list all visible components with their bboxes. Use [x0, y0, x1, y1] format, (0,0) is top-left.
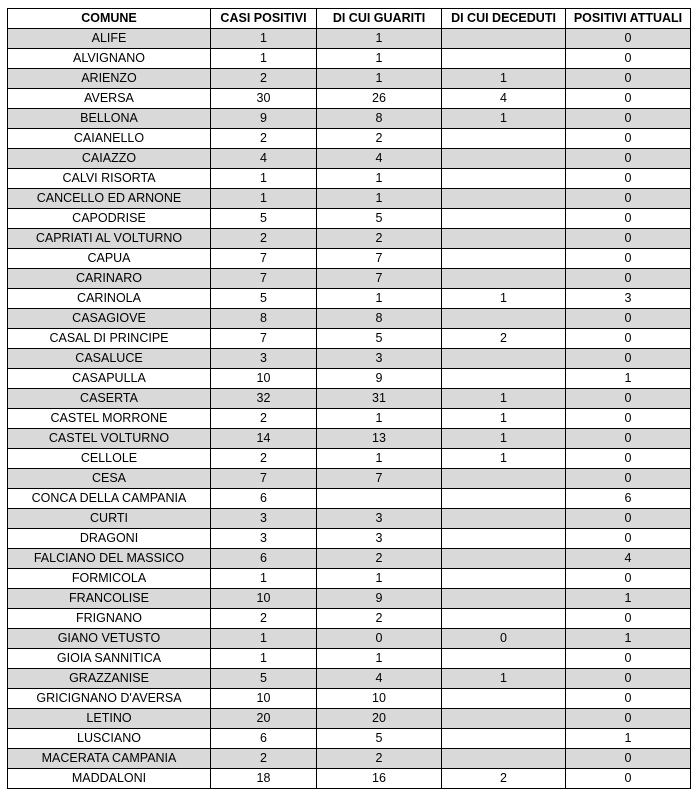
cell-positivi-attuali: 0: [566, 609, 691, 629]
cell-casi-positivi: 6: [211, 489, 317, 509]
cell-guariti: 3: [317, 349, 442, 369]
cell-guariti: 1: [317, 189, 442, 209]
cell-guariti: 1: [317, 569, 442, 589]
cell-deceduti: [442, 549, 566, 569]
cell-casi-positivi: 3: [211, 529, 317, 549]
cell-deceduti: [442, 609, 566, 629]
cell-deceduti: 1: [442, 409, 566, 429]
cell-deceduti: 0: [442, 629, 566, 649]
cell-comune: CASERTA: [8, 389, 211, 409]
cell-positivi-attuali: 0: [566, 649, 691, 669]
cell-casi-positivi: 2: [211, 229, 317, 249]
cell-guariti: 5: [317, 209, 442, 229]
cell-positivi-attuali: 0: [566, 449, 691, 469]
cell-guariti: 2: [317, 749, 442, 769]
cell-comune: ALVIGNANO: [8, 49, 211, 69]
cell-comune: ARIENZO: [8, 69, 211, 89]
cell-positivi-attuali: 0: [566, 509, 691, 529]
cell-casi-positivi: 14: [211, 429, 317, 449]
cell-guariti: 7: [317, 469, 442, 489]
table-row: [8, 309, 691, 329]
cell-guariti: 8: [317, 309, 442, 329]
cell-positivi-attuali: 4: [566, 549, 691, 569]
cell-casi-positivi: 9: [211, 109, 317, 129]
cell-casi-positivi: 6: [211, 549, 317, 569]
table-row: [8, 709, 691, 729]
cell-positivi-attuali: 0: [566, 49, 691, 69]
cell-guariti: 1: [317, 289, 442, 309]
table-row: [8, 349, 691, 369]
cell-comune: CARINOLA: [8, 289, 211, 309]
cell-deceduti: 1: [442, 109, 566, 129]
cell-comune: CARINARO: [8, 269, 211, 289]
cell-comune: CANCELLO ED ARNONE: [8, 189, 211, 209]
cell-guariti: 13: [317, 429, 442, 449]
table-row: [8, 329, 691, 349]
cell-deceduti: 1: [442, 449, 566, 469]
cell-guariti: 1: [317, 49, 442, 69]
cell-guariti: 3: [317, 509, 442, 529]
cell-comune: CAIAZZO: [8, 149, 211, 169]
cell-casi-positivi: 6: [211, 729, 317, 749]
cell-deceduti: [442, 509, 566, 529]
cell-casi-positivi: 32: [211, 389, 317, 409]
cell-deceduti: 1: [442, 429, 566, 449]
cell-casi-positivi: 10: [211, 589, 317, 609]
cell-casi-positivi: 20: [211, 709, 317, 729]
cell-casi-positivi: 1: [211, 29, 317, 49]
cell-deceduti: [442, 729, 566, 749]
cell-comune: CESA: [8, 469, 211, 489]
cell-positivi-attuali: 0: [566, 709, 691, 729]
cell-guariti: 8: [317, 109, 442, 129]
cell-comune: BELLONA: [8, 109, 211, 129]
cell-positivi-attuali: 3: [566, 289, 691, 309]
cell-positivi-attuali: 0: [566, 129, 691, 149]
cell-comune: CAPRIATI AL VOLTURNO: [8, 229, 211, 249]
header-comune: COMUNE: [8, 9, 211, 29]
cell-comune: GRAZZANISE: [8, 669, 211, 689]
table-row: [8, 229, 691, 249]
cell-positivi-attuali: 0: [566, 29, 691, 49]
cell-deceduti: [442, 29, 566, 49]
cell-casi-positivi: 7: [211, 249, 317, 269]
table-row: [8, 769, 691, 789]
cell-deceduti: [442, 649, 566, 669]
cell-guariti: 2: [317, 229, 442, 249]
table-row: [8, 449, 691, 469]
cell-comune: CELLOLE: [8, 449, 211, 469]
cell-deceduti: [442, 529, 566, 549]
cell-guariti: 2: [317, 549, 442, 569]
cell-comune: CONCA DELLA CAMPANIA: [8, 489, 211, 509]
cell-guariti: 9: [317, 369, 442, 389]
cell-casi-positivi: 10: [211, 369, 317, 389]
cell-positivi-attuali: 0: [566, 209, 691, 229]
cell-positivi-attuali: 0: [566, 89, 691, 109]
header-positivi-attuali: POSITIVI ATTUALI: [566, 9, 691, 29]
table-body: [8, 29, 691, 789]
table-row: [8, 209, 691, 229]
table-row: [8, 89, 691, 109]
table-row: [8, 629, 691, 649]
cell-comune: CAPUA: [8, 249, 211, 269]
cell-positivi-attuali: 0: [566, 249, 691, 269]
cell-casi-positivi: 5: [211, 289, 317, 309]
cell-casi-positivi: 7: [211, 469, 317, 489]
cell-deceduti: 1: [442, 389, 566, 409]
cell-deceduti: [442, 469, 566, 489]
cell-guariti: 7: [317, 269, 442, 289]
cell-deceduti: [442, 189, 566, 209]
cell-positivi-attuali: 0: [566, 529, 691, 549]
table-row: [8, 649, 691, 669]
cell-guariti: 4: [317, 669, 442, 689]
header-row: [8, 9, 691, 29]
cell-guariti: 7: [317, 249, 442, 269]
table-row: [8, 729, 691, 749]
table-row: [8, 49, 691, 69]
cell-guariti: 1: [317, 29, 442, 49]
cell-casi-positivi: 5: [211, 669, 317, 689]
cell-casi-positivi: 1: [211, 649, 317, 669]
table-row: [8, 289, 691, 309]
cell-deceduti: [442, 489, 566, 509]
cell-positivi-attuali: 1: [566, 729, 691, 749]
cell-guariti: 10: [317, 689, 442, 709]
cell-guariti: 26: [317, 89, 442, 109]
table-row: [8, 689, 691, 709]
cell-deceduti: [442, 569, 566, 589]
cell-positivi-attuali: 0: [566, 109, 691, 129]
table-row: [8, 549, 691, 569]
cell-guariti: 1: [317, 169, 442, 189]
cell-guariti: 1: [317, 69, 442, 89]
cell-casi-positivi: 2: [211, 409, 317, 429]
header-casi-positivi: CASI POSITIVI: [211, 9, 317, 29]
cell-casi-positivi: 1: [211, 569, 317, 589]
cell-comune: CASAL DI PRINCIPE: [8, 329, 211, 349]
cell-guariti: 9: [317, 589, 442, 609]
cell-comune: FORMICOLA: [8, 569, 211, 589]
cell-positivi-attuali: 1: [566, 629, 691, 649]
table-row: [8, 429, 691, 449]
cell-deceduti: 1: [442, 669, 566, 689]
cell-positivi-attuali: 0: [566, 769, 691, 789]
table-row: [8, 409, 691, 429]
cell-casi-positivi: 1: [211, 629, 317, 649]
cell-guariti: 31: [317, 389, 442, 409]
table-row: [8, 669, 691, 689]
cell-casi-positivi: 2: [211, 749, 317, 769]
cell-positivi-attuali: 1: [566, 589, 691, 609]
cell-casi-positivi: 10: [211, 689, 317, 709]
cell-comune: AVERSA: [8, 89, 211, 109]
cell-guariti: 5: [317, 329, 442, 349]
table-row: [8, 569, 691, 589]
cell-comune: LETINO: [8, 709, 211, 729]
cell-positivi-attuali: 0: [566, 569, 691, 589]
cell-comune: GIANO VETUSTO: [8, 629, 211, 649]
cell-comune: CAPODRISE: [8, 209, 211, 229]
cell-comune: FRANCOLISE: [8, 589, 211, 609]
table-row: [8, 149, 691, 169]
cell-deceduti: 1: [442, 69, 566, 89]
cell-casi-positivi: 5: [211, 209, 317, 229]
cell-deceduti: [442, 309, 566, 329]
cell-positivi-attuali: 0: [566, 669, 691, 689]
cell-casi-positivi: 8: [211, 309, 317, 329]
table-row: [8, 29, 691, 49]
cell-deceduti: [442, 349, 566, 369]
cell-comune: CALVI RISORTA: [8, 169, 211, 189]
cell-comune: CAIANELLO: [8, 129, 211, 149]
cell-positivi-attuali: 0: [566, 269, 691, 289]
cell-deceduti: [442, 369, 566, 389]
cell-comune: DRAGONI: [8, 529, 211, 549]
table-row: [8, 509, 691, 529]
cell-positivi-attuali: 6: [566, 489, 691, 509]
cell-comune: LUSCIANO: [8, 729, 211, 749]
cell-positivi-attuali: 0: [566, 309, 691, 329]
cell-casi-positivi: 2: [211, 69, 317, 89]
cell-comune: FRIGNANO: [8, 609, 211, 629]
table-row: [8, 589, 691, 609]
table-row: [8, 369, 691, 389]
table-row: [8, 609, 691, 629]
cell-deceduti: [442, 589, 566, 609]
cell-positivi-attuali: 0: [566, 689, 691, 709]
cell-positivi-attuali: 0: [566, 349, 691, 369]
cell-casi-positivi: 30: [211, 89, 317, 109]
cell-positivi-attuali: 0: [566, 749, 691, 769]
header-di-cui-guariti: DI CUI GUARITI: [317, 9, 442, 29]
header-di-cui-deceduti: DI CUI DECEDUTI: [442, 9, 566, 29]
cell-deceduti: 2: [442, 329, 566, 349]
table-row: [8, 529, 691, 549]
cell-casi-positivi: 2: [211, 129, 317, 149]
table-row: [8, 389, 691, 409]
table-row: [8, 109, 691, 129]
table-row: [8, 489, 691, 509]
cell-comune: GRICIGNANO D'AVERSA: [8, 689, 211, 709]
cell-guariti: 1: [317, 449, 442, 469]
table-row: [8, 749, 691, 769]
cell-guariti: 1: [317, 649, 442, 669]
cell-positivi-attuali: 0: [566, 469, 691, 489]
cell-deceduti: [442, 229, 566, 249]
cell-positivi-attuali: 0: [566, 389, 691, 409]
cell-positivi-attuali: 0: [566, 429, 691, 449]
cell-deceduti: 2: [442, 769, 566, 789]
table-row: [8, 189, 691, 209]
cell-comune: CURTI: [8, 509, 211, 529]
cell-deceduti: 4: [442, 89, 566, 109]
cell-casi-positivi: 1: [211, 189, 317, 209]
cell-positivi-attuali: 0: [566, 189, 691, 209]
cell-comune: FALCIANO DEL MASSICO: [8, 549, 211, 569]
cell-guariti: 1: [317, 409, 442, 429]
cell-deceduti: [442, 209, 566, 229]
cell-casi-positivi: 3: [211, 509, 317, 529]
cell-positivi-attuali: 0: [566, 149, 691, 169]
cell-positivi-attuali: 0: [566, 169, 691, 189]
cell-casi-positivi: 18: [211, 769, 317, 789]
covid-cases-table: [7, 8, 691, 789]
cell-positivi-attuali: 0: [566, 329, 691, 349]
cell-comune: MADDALONI: [8, 769, 211, 789]
cell-comune: CASALUCE: [8, 349, 211, 369]
cell-comune: CASTEL VOLTURNO: [8, 429, 211, 449]
cell-guariti: 4: [317, 149, 442, 169]
cell-comune: GIOIA SANNITICA: [8, 649, 211, 669]
cell-casi-positivi: 1: [211, 49, 317, 69]
cell-deceduti: [442, 169, 566, 189]
cell-guariti: 5: [317, 729, 442, 749]
cell-guariti: 0: [317, 629, 442, 649]
table-row: [8, 129, 691, 149]
cell-casi-positivi: 4: [211, 149, 317, 169]
cell-casi-positivi: 7: [211, 329, 317, 349]
table-row: [8, 69, 691, 89]
cell-deceduti: [442, 49, 566, 69]
cell-deceduti: [442, 149, 566, 169]
table-row: [8, 469, 691, 489]
cell-guariti: 2: [317, 609, 442, 629]
cell-comune: CASAPULLA: [8, 369, 211, 389]
cell-positivi-attuali: 0: [566, 69, 691, 89]
cell-positivi-attuali: 1: [566, 369, 691, 389]
cell-casi-positivi: 2: [211, 609, 317, 629]
cell-guariti: 3: [317, 529, 442, 549]
cell-comune: MACERATA CAMPANIA: [8, 749, 211, 769]
cell-deceduti: [442, 129, 566, 149]
cell-deceduti: 1: [442, 289, 566, 309]
cell-guariti: [317, 489, 442, 509]
cell-casi-positivi: 2: [211, 449, 317, 469]
cell-guariti: 16: [317, 769, 442, 789]
cell-positivi-attuali: 0: [566, 409, 691, 429]
cell-casi-positivi: 7: [211, 269, 317, 289]
cell-positivi-attuali: 0: [566, 229, 691, 249]
cell-deceduti: [442, 689, 566, 709]
cell-deceduti: [442, 749, 566, 769]
cell-comune: CASTEL MORRONE: [8, 409, 211, 429]
cell-casi-positivi: 1: [211, 169, 317, 189]
table-row: [8, 169, 691, 189]
cell-deceduti: [442, 249, 566, 269]
cell-casi-positivi: 3: [211, 349, 317, 369]
cell-guariti: 2: [317, 129, 442, 149]
cell-guariti: 20: [317, 709, 442, 729]
cell-comune: ALIFE: [8, 29, 211, 49]
cell-comune: CASAGIOVE: [8, 309, 211, 329]
cell-deceduti: [442, 269, 566, 289]
table-row: [8, 269, 691, 289]
table-row: [8, 249, 691, 269]
cell-deceduti: [442, 709, 566, 729]
